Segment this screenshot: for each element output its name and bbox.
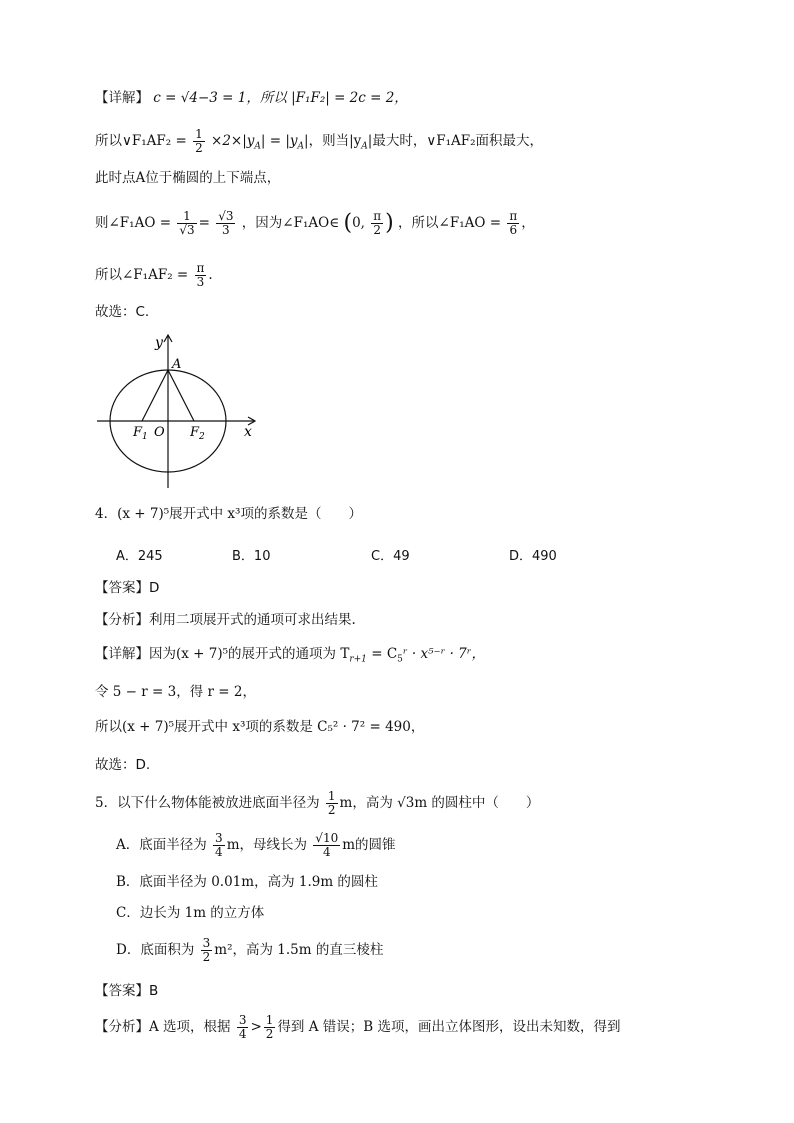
prev-line4-a: 则∠F₁AO = [95,215,172,231]
optD-frac [201,937,213,964]
optA-frac1 [213,832,225,859]
prev-line5 [95,262,213,289]
q4-analysis [95,610,356,630]
greater-than: > [250,1019,262,1035]
q4-choose: 故选：D. [95,757,151,773]
frac-num: 3 [238,1013,247,1027]
detail1-b: = C [366,646,398,662]
prev-line1-b: |F₁F₂| = 2c = 2， [291,90,408,106]
F1-label: F [133,425,143,440]
frac-den: 3 [196,275,205,289]
prev-line4: 则∠F₁AO = $\frac{1}{√3}$ = $\frac{√3}{3}$ ，因为∠F₁AO∈ (0, $\frac{\pi}{2}$ ) ，所以∠F₁AO = $\frac{\pi}{6}$ ， [95,209,535,237]
q5-analysis [95,1014,620,1041]
frac-den: 4 [238,1027,247,1041]
q5-option-c: C．边长为 1m 的立方体 [116,905,265,921]
analysis-b: 得到 A 错误；B 选项，画出立体图形，设出未知数，得到 [277,1019,621,1035]
frac-num: π [509,209,518,223]
detail1-c: 5 [397,654,403,665]
frac-den: 2 [373,223,382,237]
q4-detail1 [95,644,485,670]
q4-answer [95,578,159,598]
fraction-pi-6 [507,210,519,237]
q4-detail2: 令 5 − r = 3，得 r = 2， [95,684,256,700]
F2-sub: 2 [199,432,205,442]
sub-a1: A [254,141,261,152]
frac-num: √10 [315,831,339,845]
q5-answer [95,981,158,1001]
analysis-text: 利用二项展开式的通项可求出结果. [149,612,356,628]
F1-sub: 1 [142,432,148,442]
frac-num: 1 [265,1013,274,1027]
frac-den: 2 [265,1027,274,1041]
fraction-pi-2 [371,210,383,237]
optD-b: m²，高为 1.5m 的直三棱柱 [214,942,384,958]
analysis-tag: 【分析】 [95,1019,149,1035]
sub-a2: A [297,141,305,152]
frac-num: 3 [215,831,223,845]
frac-den: √3 [179,223,195,237]
frac-num: 1 [327,789,336,803]
optA-b: m，母线长为 [226,837,307,853]
detail-tag: 【详解】 [95,90,149,106]
prev-line2-b: ×2×|y [211,133,255,149]
frac-den: 3 [222,223,230,237]
q4-question: 4．(x + 7)⁵展开式中 x³项的系数是（ ） [95,506,362,522]
q5-question [95,790,539,817]
fraction-sqrt3-3 [216,210,235,237]
q5-frac-half [326,790,338,817]
O-label: O [154,425,165,440]
q4-option-d: D．490 [509,549,557,564]
q5-question-a: 5．以下什么物体能被放进底面半径为 [95,795,320,811]
fraction-half [193,128,205,155]
detail1-d: ʳ · x⁵⁻ʳ · 7ʳ， [402,646,485,662]
prev-line2-a: 所以∨F₁AF₂ = [95,133,187,149]
answer-value: D [149,580,160,596]
frac-den: 4 [322,845,331,859]
prev-line4-b: ，因为∠F₁AO∈ [241,215,340,231]
prev-detail-line1 [95,88,408,108]
frac-den: 6 [509,223,518,237]
prev-line2-d: |，则当|y [304,133,362,149]
detail1-text: 因为(x + 7)⁵的展开式的通项为 T [149,646,350,662]
q5-question-b: m，高为 √3m 的圆柱中（ ） [339,795,540,811]
prev-line5-a: 所以∠F₁AF₂ = [95,267,189,283]
prev-line2-e: |最大时，∨F₁AF₂面积最大， [367,133,544,149]
frac-num: 3 [202,936,211,950]
ellipse-figure [92,330,267,490]
prev-line1-a: c = √4−3 = 1，所以 [153,90,287,106]
q4-option-c: C．49 [371,549,410,564]
x-label: x [244,424,252,440]
prev-line4-c: ，所以∠F₁AO = [398,215,502,231]
prev-line4-d: ， [521,215,535,231]
q5-option-d [116,937,383,964]
frac-den: 2 [202,950,211,964]
analysis-tag: 【分析】 [95,612,149,628]
optA-a: A．底面半径为 [116,837,207,853]
analysis-a: A 选项，根据 [149,1019,231,1035]
q5-option-b: B．底面半径为 0.01m，高为 1.9m 的圆柱 [116,874,378,890]
detail-tag: 【详解】 [95,646,149,662]
prev-line2 [95,128,543,157]
y-label: y [155,335,163,351]
prev-choose: 故选：C. [95,304,150,320]
frac-num: π [196,261,205,275]
frac-num: √3 [218,209,234,223]
F2-label: F [190,425,200,440]
answer-tag: 【答案】 [95,983,149,999]
prev-line3: 此时点A位于椭圆的上下端点， [95,170,281,186]
frac-num: π [373,209,382,223]
segment-AF1 [142,370,168,421]
q5-option-a [116,832,396,859]
prev-line5-b: . [208,267,213,283]
an-frac2 [264,1014,276,1041]
fraction-pi-3 [195,262,207,289]
q4-detail3: 所以(x + 7)⁵展开式中 x³项的系数是 C₅² · 7² = 490， [95,719,425,735]
an-frac1 [237,1014,249,1041]
q4-option-b: B．10 [232,549,271,564]
frac-den: 2 [327,803,336,817]
frac-den: 4 [215,845,223,859]
q4-option-a: A．245 [116,549,163,564]
optA-frac2 [313,832,340,859]
sub-a3: A [361,141,368,152]
interval-zero: 0, [352,215,365,231]
segment-AF2 [168,370,194,421]
frac-num: 1 [195,127,203,141]
optD-a: D．底面积为 [116,942,195,958]
detail1-sub: r+1 [349,654,367,665]
A-label: A [172,357,182,372]
answer-value: B [149,983,159,999]
answer-tag: 【答案】 [95,580,149,596]
prev-line2-c: | = |y [260,133,298,149]
frac-den: 2 [195,141,203,155]
optA-c: m的圆锥 [342,837,396,853]
fraction-1-sqrt3 [177,210,196,237]
frac-num: 1 [177,210,196,224]
